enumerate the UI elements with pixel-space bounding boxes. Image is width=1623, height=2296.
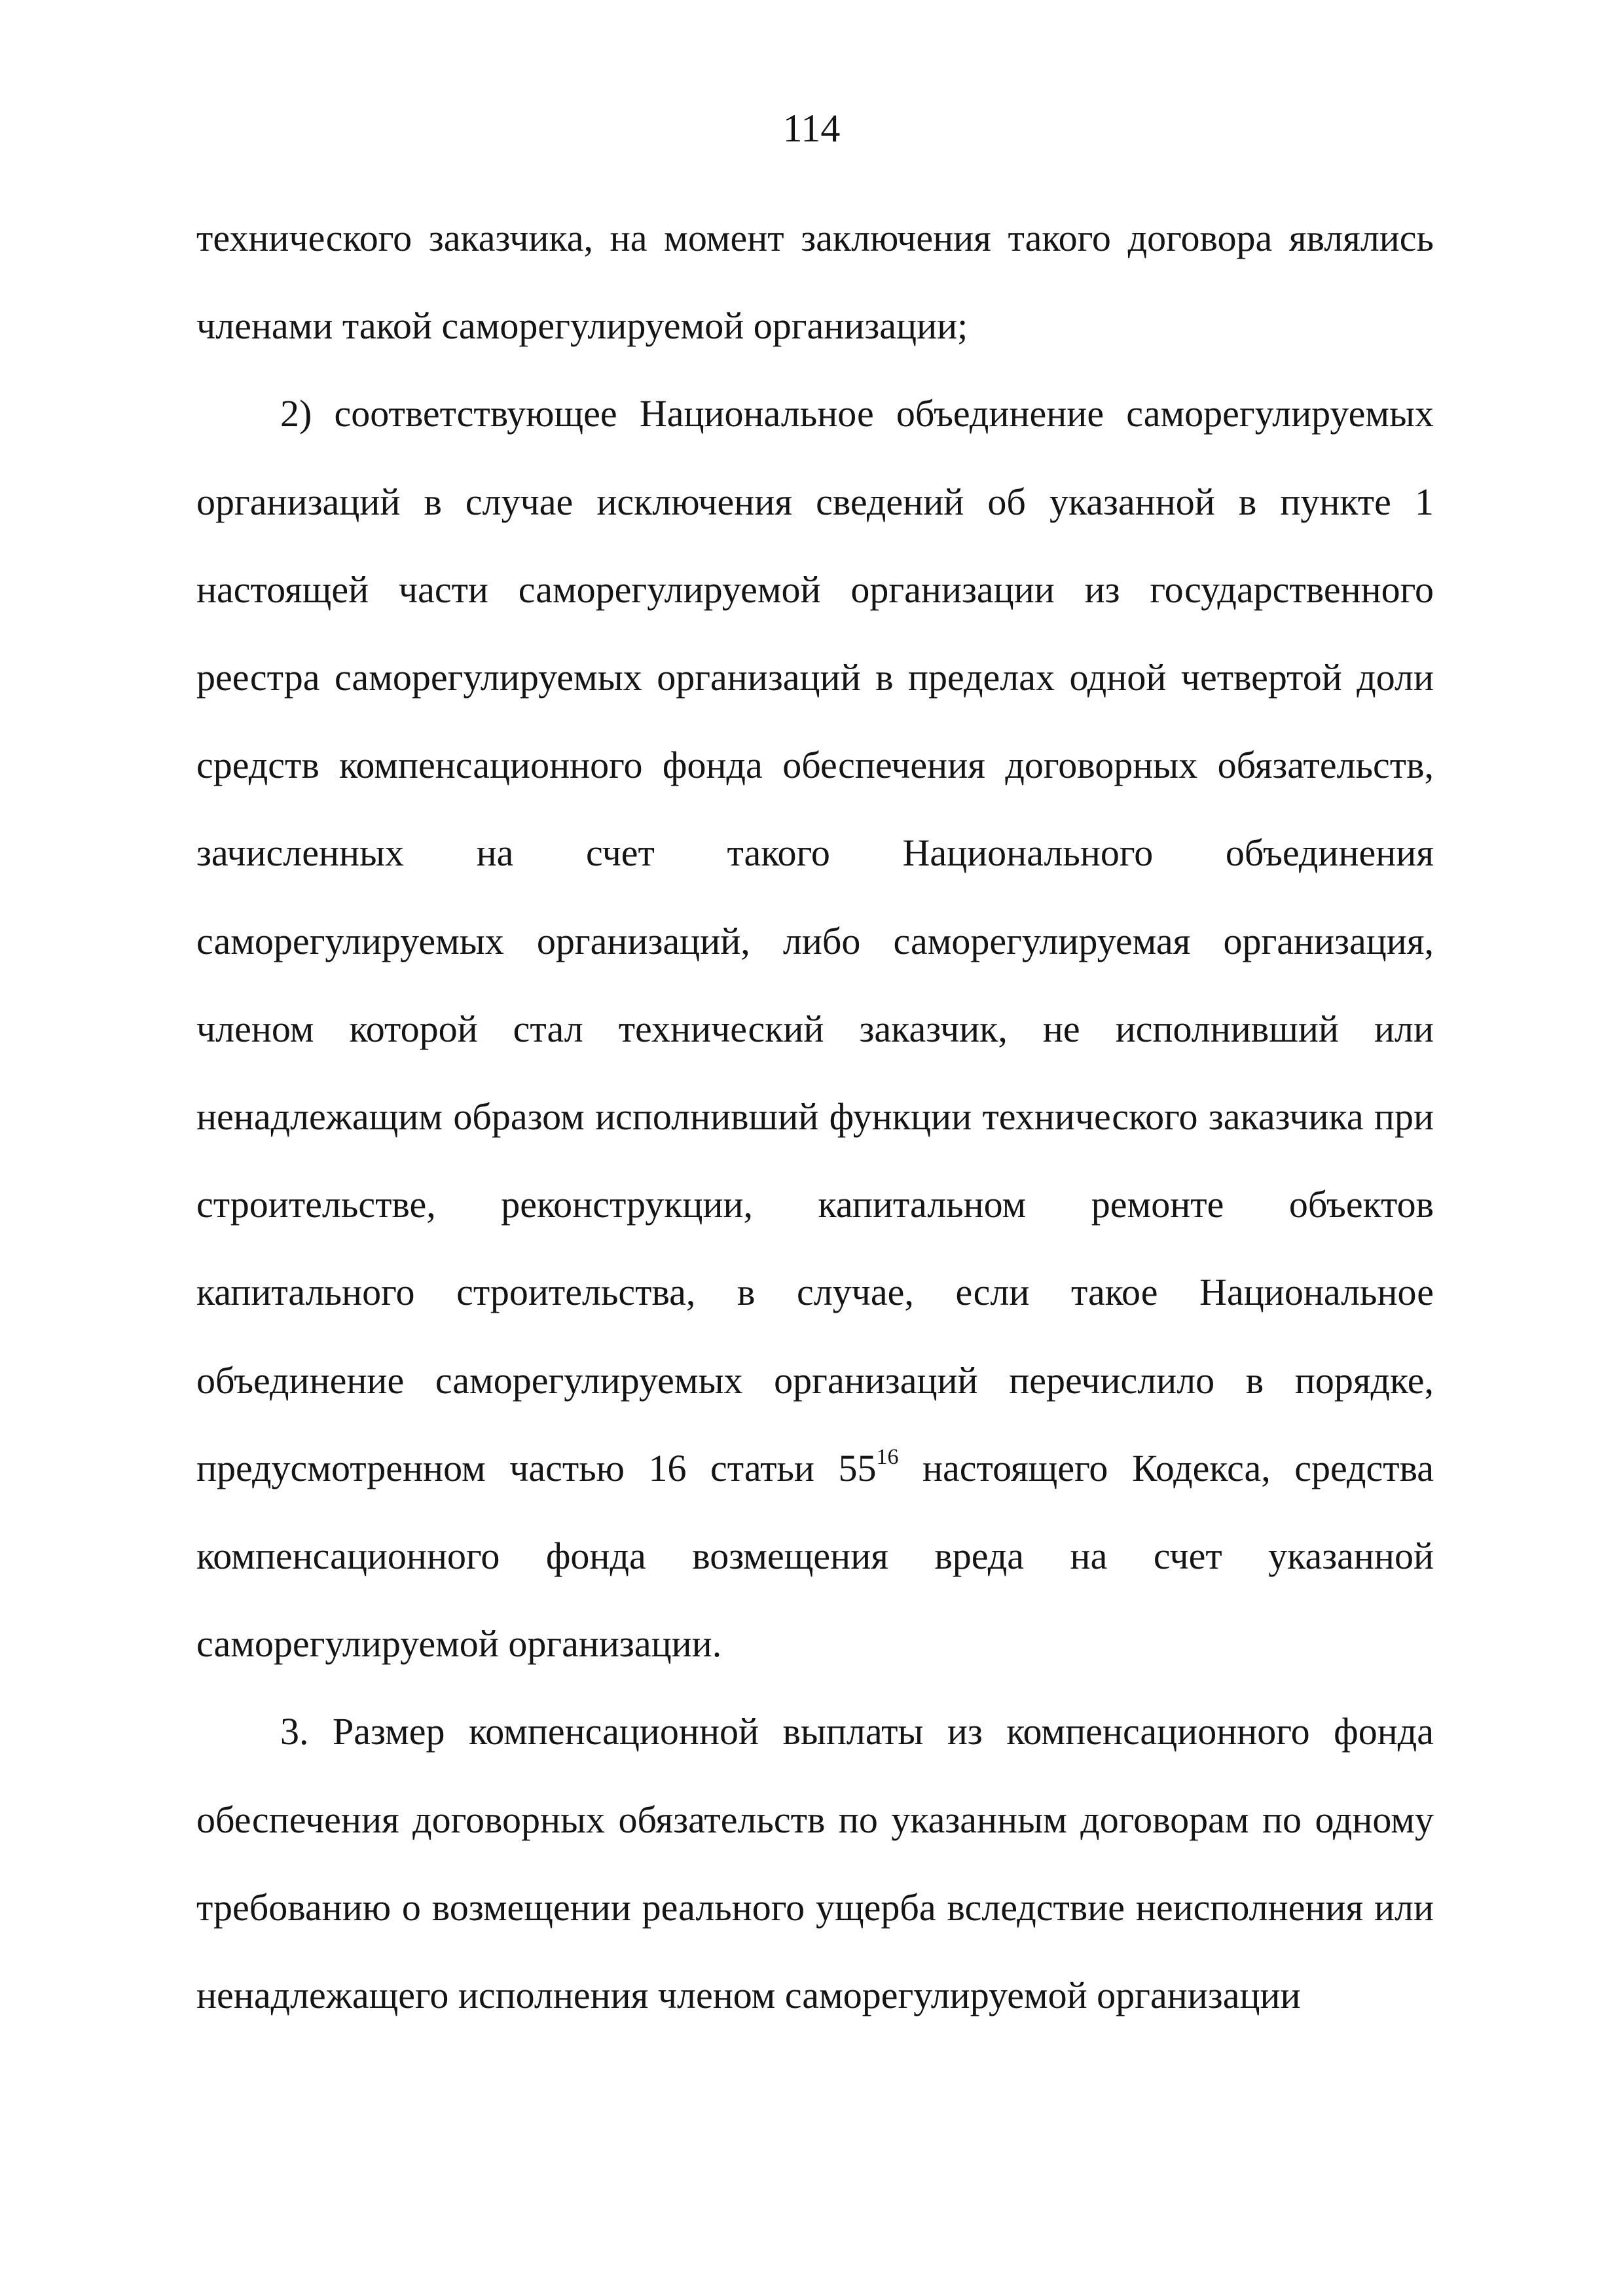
paragraph-part-3: 3. Размер компенсационной выплаты из компенсационного фонда обеспечения договорных обязательств по указанным договорам по одному требованию о возмещении реального ущерба вследствие неисполнения или ненадлежащего исполнения членом саморегулируемой организации <box>196 1710 1434 2017</box>
body-text <box>196 194 1434 2039</box>
paragraph-item-2-text-end: настоящего Кодекса, средства компенсационного фонда возмещения вреда на счет указанной саморегулируемой организации. <box>196 1446 1434 1666</box>
paragraph-item-2 <box>196 370 1434 1688</box>
paragraph-continuation: технического заказчика, на момент заключения такого договора являлись членами такой саморегулируемой организации; <box>196 217 1434 348</box>
paragraph-item-2-text: 2) соответствующее Национальное объединение саморегулируемых организаций в случае исключения сведений об указанной в пункте 1 настоящей части саморегулируемой организации из государственного реестра саморегулируемых организаций в пределах одной четвертой доли средств компенсационного фонда обеспечения договорных обязательств, зачисленных на счет такого Национального объединения саморегулируемых организаций, либо саморегулируемая организация, членом которой стал технический заказчик, не исполнивший или ненадлежащим образом исполнивший функции технического заказчика при строительстве, реконструкции, капитальном ремонте объектов капитального строительства, в случае, если такое Национальное объединение саморегулируемых организаций перечислило в порядке, предусмотренном частью 16 статьи 55 <box>196 392 1434 1489</box>
page-number: 114 <box>782 107 841 150</box>
article-superscript: 16 <box>876 1444 899 1469</box>
